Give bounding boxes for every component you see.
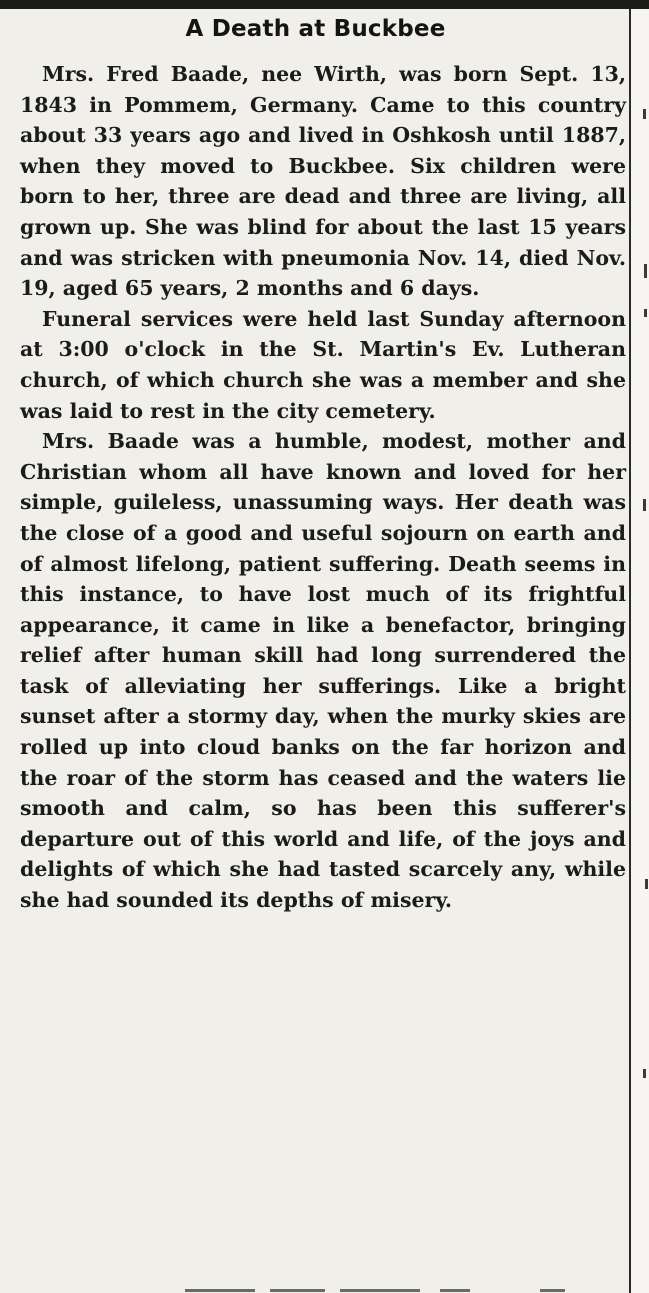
article-paragraph-1: Mrs. Fred Baade, nee Wirth, was born Sept. 13, 1843 in Pommem, Germany. Came to this country about 33 years ago and lived in Oshkosh until 1887, when they moved to Buckbee. Six children were born to her, three are dead and three are living, all grown up. She was blind for about the last 15 years and was stricken with pneumonia Nov. 14, died Nov. 19, aged 65 years, 2 months and 6 days. (20, 62, 626, 301)
article-paragraph-2: Funeral services were held last Sunday afternoon at 3:00 o'clock in the St. Martin's Ev. Lutheran church, of which church she was a member and she was laid to rest in the city cemetery. (20, 306, 626, 423)
article-headline: A Death at Buckbee (185, 16, 446, 42)
article-paragraph-3: Mrs. Baade was a humble, modest, mother and Christian whom all have known and loved for her simple, guileless, unassuming ways. Her death was the close of a good and useful sojourn on earth and of almost lifelong, patient suffering. Death seems in this instance, to have lost much of its frightful appearance, it came in like a benefactor, bringing relief after human skill had long surrendered the task of alleviating her sufferings. Like a bright sunset after a stormy day, when the murky skies are rolled up into cloud banks on the far horizon and the roar of the storm has ceased and the waters lie smooth and calm, so has been this sufferer's departure out of this world and life, of the joys and delights of which she had tasted scarcely any, while she had sounded its depths of misery. (20, 429, 626, 913)
scan-top-border (0, 0, 649, 9)
column-rule (629, 9, 631, 1293)
article-body (20, 59, 626, 916)
newspaper-clipping (0, 9, 631, 1293)
cut-off-next-line (0, 1289, 631, 1293)
adjacent-column-margin (631, 9, 649, 1293)
